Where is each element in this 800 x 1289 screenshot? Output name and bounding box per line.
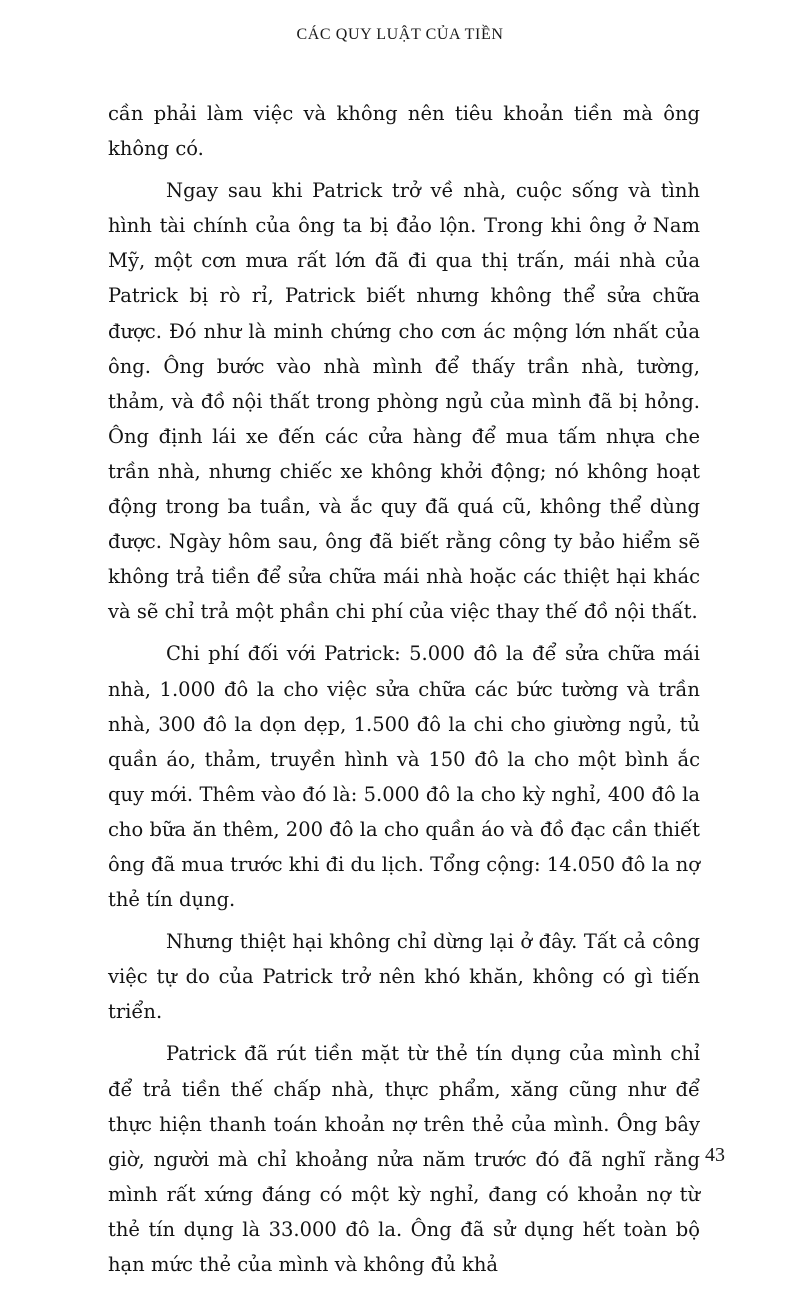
- paragraph: Nhưng thiệt hại không chỉ dừng lại ở đây. Tất cả công việc tự do của Patrick trở nên khó khăn, không có gì tiến triển.: [108, 930, 700, 1024]
- body-text: [108, 96, 700, 1289]
- paragraph: Ngay sau khi Patrick trở về nhà, cuộc sống và tình hình tài chính của ông ta bị đảo lộn. Trong khi ông ở Nam Mỹ, một cơn mưa rất lớn đã đi qua thị trấn, mái nhà của Patrick bị rò rỉ, Patrick biết nhưng không thể sửa chữa được. Đó như là minh chứng cho cơn ác mộng lớn nhất của ông. Ông bước vào nhà mình để thấy trần nhà, tường, thảm, và đồ nội thất trong phòng ngủ của mình đã bị hỏng. Ông định lái xe đến các cửa hàng để mua tấm nhựa che trần nhà, nhưng chiếc xe không khởi động; nó không hoạt động trong ba tuần, và ắc quy đã quá cũ, không thể dùng được. Ngày hôm sau, ông đã biết rằng công ty bảo hiểm sẽ không trả tiền để sửa chữa mái nhà hoặc các thiệt hại khác và sẽ chỉ trả một phần chi phí của việc thay thế đồ nội thất.: [108, 179, 700, 624]
- paragraph: Chi phí đối với Patrick: 5.000 đô la để sửa chữa mái nhà, 1.000 đô la cho việc sửa chữa các bức tường và trần nhà, 300 đô la dọn dẹp, 1.500 đô la chi cho giường ngủ, tủ quần áo, thảm, truyền hình và 150 đô la cho một bình ắc quy mới. Thêm vào đó là: 5.000 đô la cho kỳ nghỉ, 400 đô la cho bữa ăn thêm, 200 đô la cho quần áo và đồ đạc cần thiết ông đã mua trước khi đi du lịch. Tổng cộng: 14.050 đô la nợ thẻ tín dụng.: [108, 642, 700, 912]
- running-header: CÁC QUY LUẬT CỦA TIỀN: [296, 26, 504, 43]
- paragraph-continuation: cần phải làm việc và không nên tiêu khoản tiền mà ông không có.: [108, 102, 700, 161]
- page-number: 43: [705, 1144, 725, 1166]
- paragraph: Patrick đã rút tiền mặt từ thẻ tín dụng của mình chỉ để trả tiền thế chấp nhà, thực phẩm, xăng cũng như để thực hiện thanh toán khoản nợ trên thẻ của mình. Ông bây giờ, người mà chỉ khoảng nửa năm trước đó đã nghĩ rằng mình rất xứng đáng có một kỳ nghỉ, đang có khoản nợ từ thẻ tín dụng là 33.000 đô la. Ông đã sử dụng hết toàn bộ hạn mức thẻ của mình và không đủ khả: [108, 1042, 700, 1276]
